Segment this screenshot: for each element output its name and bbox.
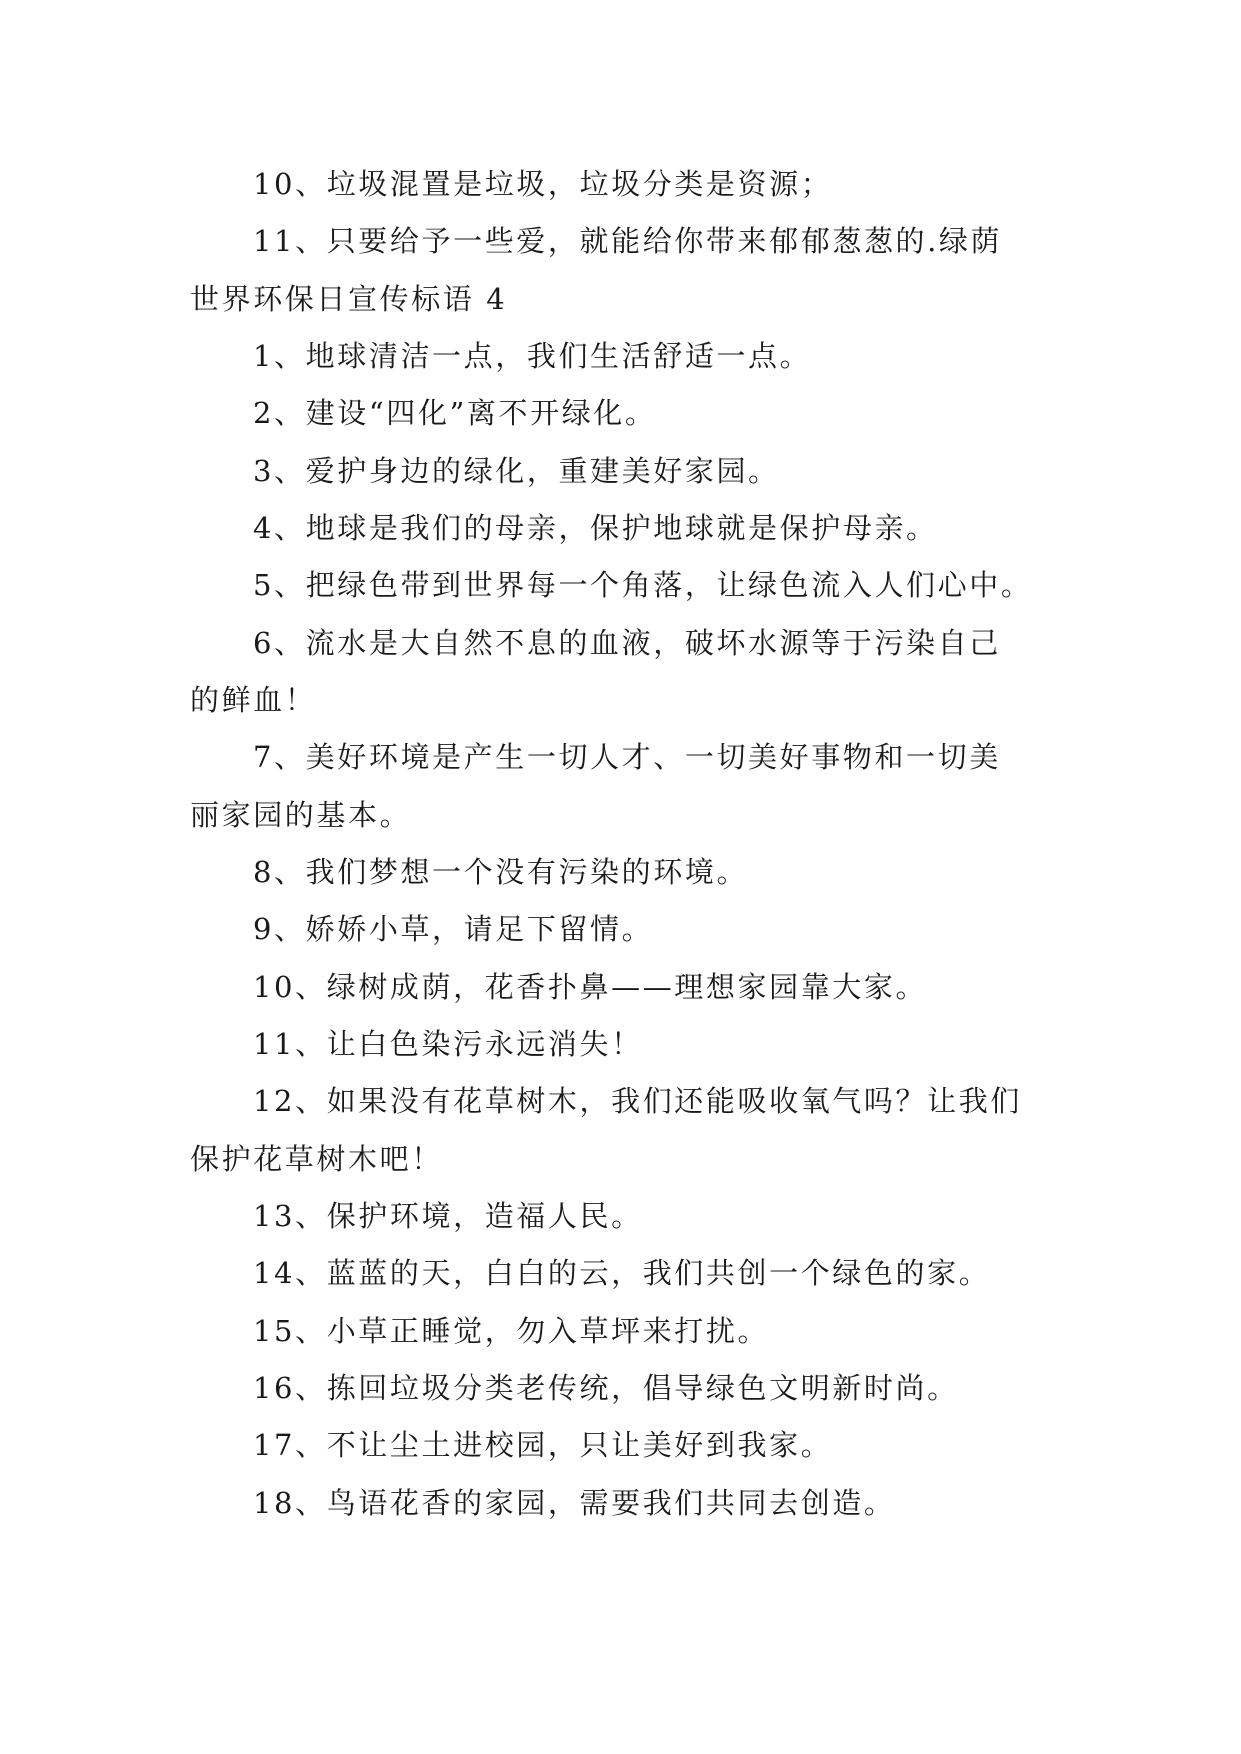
text-line: 10、绿树成荫，花香扑鼻——理想家园靠大家。 (253, 970, 928, 1004)
text-line: 16、拣回垃圾分类老传统，倡导绿色文明新时尚。 (253, 1371, 959, 1405)
text-line: 7、美好环境是产生一切人才、一切美好事物和一切美 (253, 740, 1001, 774)
text-line: 4、地球是我们的母亲，保护地球就是保护母亲。 (253, 511, 938, 545)
text-line: 12、如果没有花草树木，我们还能吸收氧气吗？让我们 (253, 1084, 1022, 1118)
text-line: 3、爱护身边的绿化，重建美好家园。 (253, 454, 780, 488)
text-line: 18、鸟语花香的家园，需要我们共同去创造。 (253, 1486, 896, 1520)
text-line: 2、建设“四化”离不开绿化。 (253, 396, 657, 430)
text-line: 14、蓝蓝的天，白白的云，我们共创一个绿色的家。 (253, 1256, 991, 1290)
text-line: 11、让白色染污永远消失！ (253, 1027, 643, 1061)
text-line: 6、流水是大自然不息的血液，破坏水源等于污染自己 (253, 626, 1001, 660)
text-line: 13、保护环境，造福人民。 (253, 1199, 643, 1233)
text-line: 1、地球清洁一点，我们生活舒适一点。 (253, 339, 812, 373)
text-line: 10、垃圾混置是垃圾，垃圾分类是资源； (253, 167, 833, 201)
text-line: 5、把绿色带到世界每一个角落，让绿色流入人们心中。 (253, 568, 1033, 602)
text-line: 15、小草正睡觉，勿入草坪来打扰。 (253, 1314, 770, 1348)
text-line: 保护花草树木吧！ (190, 1142, 443, 1176)
text-line: 丽家园的基本。 (190, 798, 412, 832)
section-heading: 世界环保日宣传标语 4 (190, 282, 508, 316)
text-line: 9、娇娇小草，请足下留情。 (253, 912, 654, 946)
text-line: 11、只要给予一些爱，就能给你带来郁郁葱葱的.绿荫 (253, 224, 1003, 258)
text-line: 8、我们梦想一个没有污染的环境。 (253, 855, 749, 889)
text-line: 17、不让尘土进校园，只让美好到我家。 (253, 1428, 833, 1462)
text-line: 的鲜血！ (190, 683, 317, 717)
